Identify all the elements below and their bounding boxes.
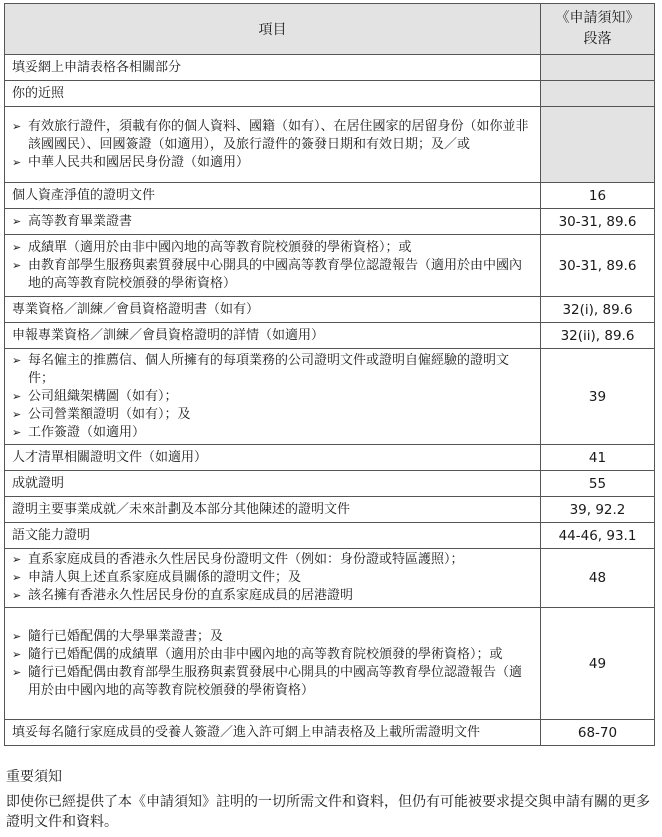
- table-row: [5, 107, 655, 183]
- list-item: ➢ 有效旅行證件，須載有你的個人資料、國籍（如有）、在居住國家的居留身份（如你並非該國國民）、回國簽證（如適用），及旅行證件的簽發日期和有效日期；及／或: [12, 118, 529, 152]
- row-paragraph: 49: [541, 608, 655, 720]
- table-row: [5, 55, 655, 81]
- arrow-bullet-icon: ➢: [12, 407, 22, 421]
- row-item: 證明主要事業成就／未來計劃及本部分其他陳述的證明文件: [5, 497, 541, 523]
- header-item: 項目: [5, 4, 541, 55]
- list-item: ➢ 隨行已婚配偶的大學畢業證書；及: [12, 628, 224, 644]
- header-paragraph: [541, 4, 655, 55]
- arrow-bullet-icon: ➢: [12, 214, 22, 228]
- table-row: [5, 183, 655, 209]
- list-item: ➢ 隨行已婚配偶的成績單（適用於由非中國內地的高等教育院校頒發的學術資格）；或: [12, 646, 503, 662]
- table-row: [5, 349, 655, 445]
- arrow-bullet-icon: ➢: [12, 389, 22, 403]
- arrow-bullet-icon: ➢: [12, 353, 22, 367]
- list-item: ➢ 公司營業額證明（如有）；及: [12, 406, 191, 422]
- row-item: 填妥每名隨行家庭成員的受養人簽證／進入許可網上申請表格及上載所需證明文件: [5, 720, 541, 746]
- row-paragraph: 32(i), 89.6: [541, 297, 655, 323]
- table-row: [5, 497, 655, 523]
- row-paragraph: 39: [541, 349, 655, 445]
- arrow-bullet-icon: ➢: [12, 629, 22, 643]
- arrow-bullet-icon: ➢: [12, 571, 22, 584]
- notice-text: 即使你已經提供了本《申請須知》註明的一切所需文件和資料，但仍有可能被要求提交與申請有關的更多證明文件和資料。: [6, 794, 650, 830]
- row-item: [5, 235, 541, 297]
- table-row: [5, 445, 655, 471]
- table-header-row: [5, 4, 655, 55]
- list-item: ➢ 由教育部學生服務與素質發展中心開具的中國高等教育學位認證報告（適用於由中國內地的高等教育院校頒發的學術資格）: [12, 257, 523, 291]
- row-paragraph: 32(ii), 89.6: [541, 323, 655, 349]
- arrow-bullet-icon: ➢: [12, 425, 22, 439]
- row-paragraph: [541, 107, 655, 183]
- arrow-bullet-icon: ➢: [12, 665, 22, 679]
- table-row: [5, 297, 655, 323]
- arrow-bullet-icon: ➢: [12, 647, 22, 661]
- row-item: 個人資產淨值的證明文件: [5, 183, 541, 209]
- row-paragraph: 44-46, 93.1: [541, 523, 655, 549]
- row-item: [5, 209, 541, 235]
- row-item: [5, 107, 541, 183]
- row-item: [5, 549, 541, 608]
- row-paragraph: 39, 92.2: [541, 497, 655, 523]
- table-row: [5, 235, 655, 297]
- header-paragraph-line1: 《申請須知》: [555, 10, 640, 26]
- table-row: [5, 720, 655, 746]
- arrow-bullet-icon: ➢: [12, 119, 22, 133]
- list-item: ➢ 每名僱主的推薦信、個人所擁有的每項業務的公司證明文件或證明自僱經驗的證明文件；: [12, 352, 510, 386]
- arrow-bullet-icon: ➢: [12, 589, 22, 602]
- table-row: [5, 549, 655, 608]
- row-item: [5, 349, 541, 445]
- row-item: 專業資格／訓練／會員資格證明書（如有）: [5, 297, 541, 323]
- arrow-bullet-icon: ➢: [12, 258, 22, 272]
- row-item: [5, 608, 541, 720]
- arrow-bullet-icon: ➢: [12, 155, 22, 169]
- row-paragraph: 68-70: [541, 720, 655, 746]
- list-item: ➢ 公司組織架構圖（如有）；: [12, 388, 178, 404]
- notice-title: 重要須知: [6, 769, 62, 785]
- header-paragraph-line2: 段落: [583, 31, 612, 47]
- row-paragraph: [541, 55, 655, 81]
- row-paragraph: 30-31, 89.6: [541, 209, 655, 235]
- row-paragraph: 55: [541, 471, 655, 497]
- list-item: ➢ 高等教育畢業證書: [12, 213, 133, 229]
- arrow-bullet-icon: ➢: [12, 553, 22, 566]
- list-item: ➢ 隨行已婚配偶由教育部學生服務與素質發展中心開具的中國高等教育學位認證報告（適用於由中國內地的高等教育院校頒發的學術資格）: [12, 664, 523, 698]
- row-item: 語文能力證明: [5, 523, 541, 549]
- list-item: ➢ 成績單（適用於由非中國內地的高等教育院校頒發的學術資格）；或: [12, 239, 412, 255]
- arrow-bullet-icon: ➢: [12, 240, 22, 254]
- row-paragraph: [541, 81, 655, 107]
- list-item: ➢ 中華人民共和國居民身份證（如適用）: [12, 154, 250, 170]
- list-item: ➢ 直系家庭成員的香港永久性居民身份證明文件（例如：身份證或特區護照）；: [12, 552, 464, 567]
- table-row: [5, 608, 655, 720]
- list-item: ➢ 該名擁有香港永久性居民身份的直系家庭成員的居港證明: [12, 588, 354, 603]
- row-paragraph: 41: [541, 445, 655, 471]
- table-row: [5, 471, 655, 497]
- row-item: 填妥網上申請表格各相關部分: [5, 55, 541, 81]
- row-paragraph: 16: [541, 183, 655, 209]
- row-paragraph: 30-31, 89.6: [541, 235, 655, 297]
- row-item: 人才清單相關證明文件（如適用）: [5, 445, 541, 471]
- row-item: 申報專業資格／訓練／會員資格證明的詳情（如適用）: [5, 323, 541, 349]
- row-item: 成就證明: [5, 471, 541, 497]
- row-item: 你的近照: [5, 81, 541, 107]
- row-paragraph: 48: [541, 549, 655, 608]
- list-item: ➢ 申請人與上述直系家庭成員關係的證明文件；及: [12, 570, 302, 585]
- table-row: [5, 209, 655, 235]
- document-checklist-table: [4, 3, 655, 746]
- table-row: [5, 323, 655, 349]
- list-item: ➢ 工作簽證（如適用）: [12, 424, 146, 440]
- table-row: [5, 523, 655, 549]
- table-row: [5, 81, 655, 107]
